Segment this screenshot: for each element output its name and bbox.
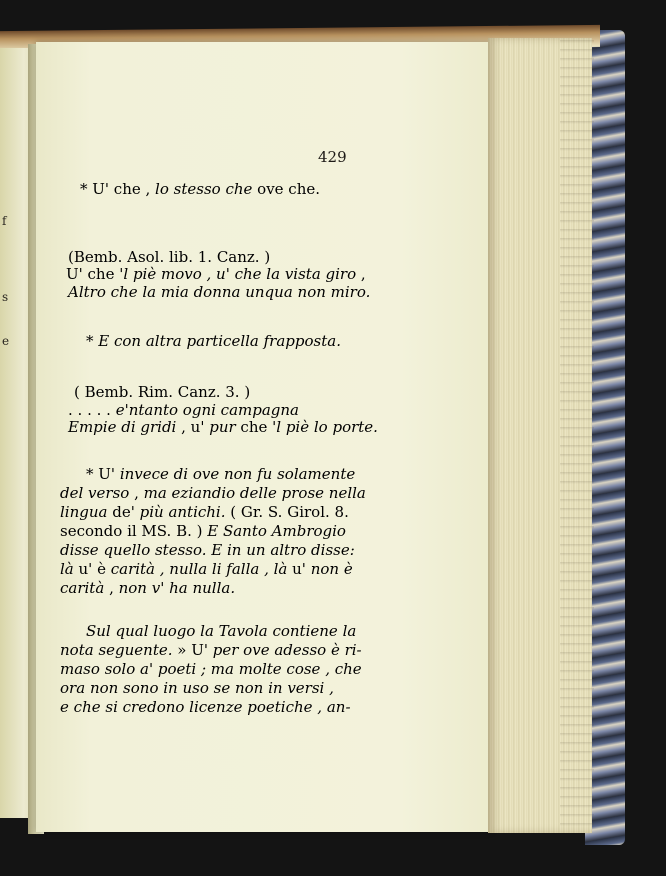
citation-line: (Bemb. Asol. lib. 1. Canz. ) [68,248,271,266]
paragraph-line: Sul qual luogo la Tavola contiene la [86,622,357,640]
paragraph-line: ora non sono in uso se non in versi , [60,679,334,697]
citation-line: ( Bemb. Rim. Canz. 3. ) [74,383,251,401]
paragraph-line: disse quello stesso. E in un altro disse: [60,541,355,559]
paragraph-line: del verso , ma eziandio delle prose nella [60,484,366,502]
paragraph-line: carità , non v' ha nulla. [60,579,236,597]
page-edges-texture [560,40,594,832]
left-page-mark: e [2,334,10,348]
left-page-mark: s [2,290,9,304]
text-line: * E con altra particella frapposta. [86,332,341,350]
paragraph-line: maso solo a' poeti ; ma molte cose , che [60,660,362,678]
paragraph-line: nota seguente. » U' per ove adesso è ri- [60,641,362,659]
verse-line: U' che 'l piè movo , u' che la vista giro , [66,265,366,283]
verse-line: Altro che la mia donna unqua non miro. [68,283,371,301]
verse-line: Empie di gridi , u' pur che 'l piè lo porte. [68,418,378,436]
text-line-1: * U' che , lo stesso che ove che. [80,180,321,198]
verse-line: . . . . . e'ntanto ogni campagna [68,401,299,419]
left-page-mark: f [2,214,7,228]
paragraph-line: secondo il MS. B. ) E Santo Ambrogio [60,522,346,540]
paragraph-line: là u' è carità , nulla li falla , là u' non è [60,560,353,578]
page-number: 429 [318,148,347,166]
paragraph-line: * U' invece di ove non fu solamente [86,465,356,483]
paragraph-line: e che si credono licenze poetiche , an- [60,698,351,716]
paragraph-line: lingua de' più antichi. ( Gr. S. Girol. 8. [60,503,349,521]
